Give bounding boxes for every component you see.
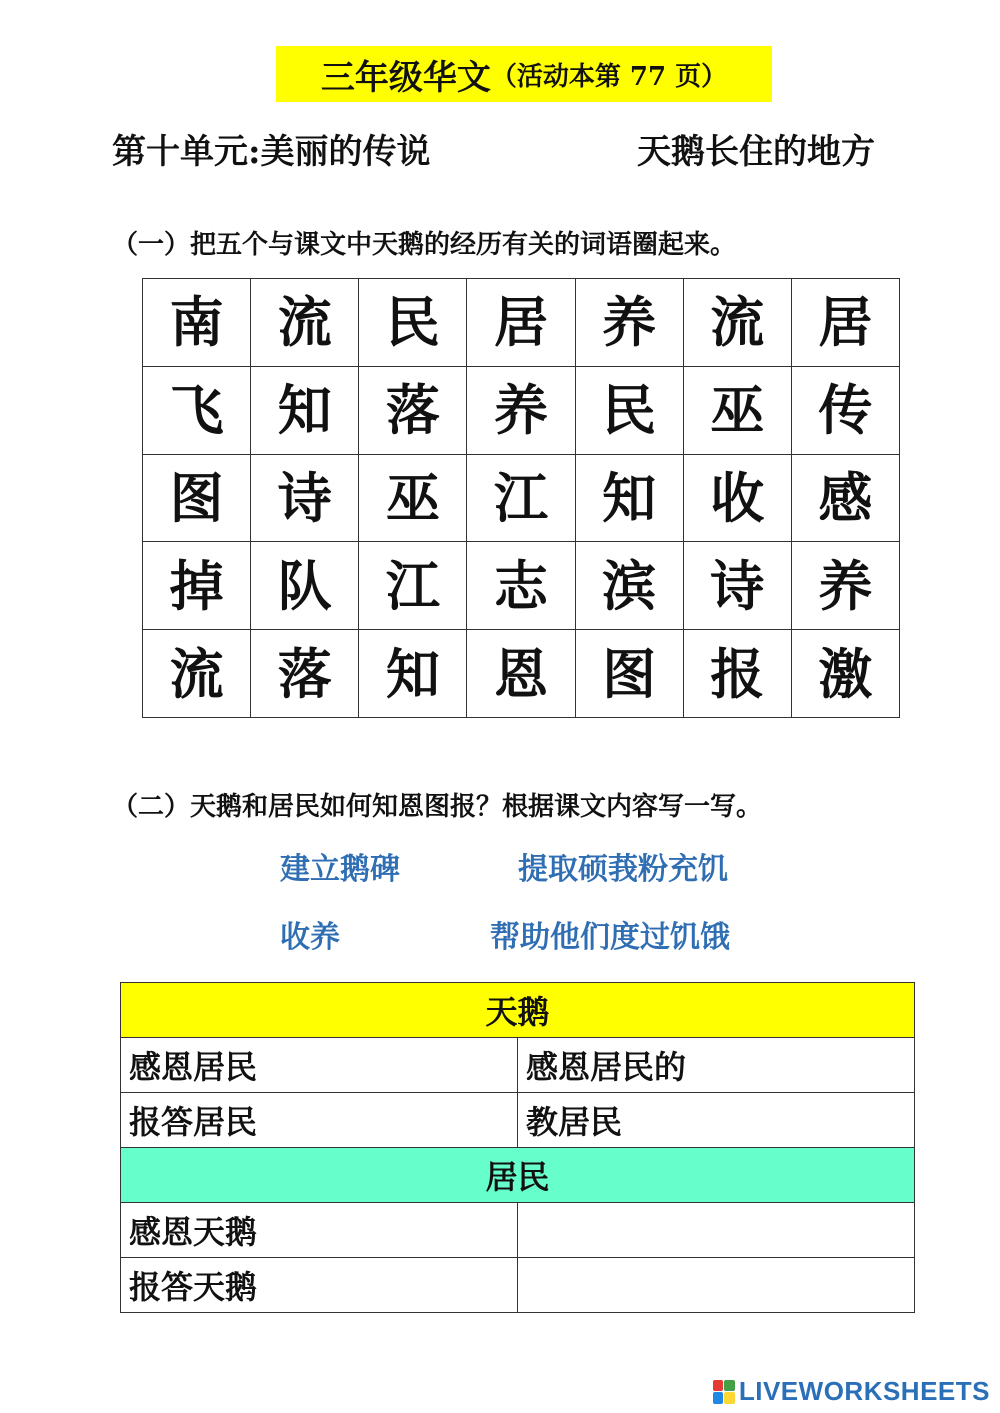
grid-row — [143, 366, 900, 454]
grid-cell[interactable]: 流 — [683, 279, 791, 367]
grid-cell[interactable]: 流 — [143, 630, 251, 718]
logo-square — [713, 1392, 724, 1404]
grid-cell[interactable]: 滨 — [575, 542, 683, 630]
grid-cell[interactable]: 知 — [575, 454, 683, 542]
grid-cell[interactable]: 收 — [683, 454, 791, 542]
word-option[interactable]: 建立鹅碑 — [280, 852, 400, 887]
answer-drop-zone[interactable]: 感恩居民的 — [518, 1038, 915, 1093]
grid-cell[interactable]: 江 — [359, 542, 467, 630]
grid-row — [143, 279, 900, 367]
logo-square — [713, 1380, 724, 1392]
row-label: 报答天鹅 — [121, 1258, 518, 1313]
grid-row — [143, 542, 900, 630]
answer-drop-zone[interactable]: 教居民 — [518, 1093, 915, 1148]
lesson-title: 天鹅长住的地方 — [637, 132, 875, 172]
grid-cell[interactable]: 诗 — [251, 454, 359, 542]
grid-row — [143, 454, 900, 542]
row-label: 感恩居民 — [121, 1038, 518, 1093]
grid-cell[interactable]: 巫 — [359, 454, 467, 542]
title-text: 三年级华文 — [320, 57, 491, 98]
grid-cell[interactable]: 志 — [467, 542, 575, 630]
grid-cell[interactable]: 掉 — [143, 542, 251, 630]
grid-cell[interactable]: 传 — [791, 366, 899, 454]
grid-cell[interactable]: 飞 — [143, 366, 251, 454]
grid-cell[interactable]: 养 — [467, 366, 575, 454]
grid-cell[interactable]: 感 — [791, 454, 899, 542]
swan-header: 天鹅 — [121, 983, 915, 1038]
title-subtitle: （活动本第 77 页） — [490, 61, 728, 92]
grid-row — [143, 630, 900, 718]
grid-cell[interactable]: 知 — [251, 366, 359, 454]
word-option[interactable]: 收养 — [280, 920, 340, 955]
grid-cell[interactable]: 民 — [575, 366, 683, 454]
grid-cell[interactable]: 养 — [791, 542, 899, 630]
grid-cell[interactable]: 流 — [251, 279, 359, 367]
grid-cell[interactable]: 南 — [143, 279, 251, 367]
word-option[interactable]: 提取硕莪粉充饥 — [518, 852, 728, 887]
grid-cell[interactable]: 居 — [791, 279, 899, 367]
answer-table — [120, 982, 915, 1313]
liveworksheets-logo — [713, 1376, 990, 1407]
logo-mark-icon — [713, 1380, 735, 1404]
worksheet-title — [276, 46, 772, 102]
logo-text: LIVEWORKSHEETS — [738, 1376, 990, 1406]
grid-cell[interactable]: 激 — [791, 630, 899, 718]
answer-drop-zone[interactable] — [518, 1203, 915, 1258]
grid-cell[interactable]: 居 — [467, 279, 575, 367]
grid-cell[interactable]: 图 — [575, 630, 683, 718]
grid-cell[interactable]: 知 — [359, 630, 467, 718]
answer-drop-zone[interactable] — [518, 1258, 915, 1313]
grid-cell[interactable]: 养 — [575, 279, 683, 367]
grid-cell[interactable]: 落 — [359, 366, 467, 454]
grid-cell[interactable]: 图 — [143, 454, 251, 542]
question-2-prompt: （二）天鹅和居民如何知恩图报？根据课文内容写一写。 — [112, 792, 763, 822]
row-label: 感恩天鹅 — [121, 1203, 518, 1258]
unit-title: 第十单元:美丽的传说 — [112, 132, 431, 172]
grid-cell[interactable]: 报 — [683, 630, 791, 718]
word-option[interactable]: 帮助他们度过饥饿 — [490, 920, 730, 955]
logo-square — [724, 1392, 735, 1404]
question-1-prompt: （一）把五个与课文中天鹅的经历有关的词语圈起来。 — [112, 230, 737, 260]
character-grid — [142, 278, 900, 718]
grid-cell[interactable]: 江 — [467, 454, 575, 542]
resident-header: 居民 — [121, 1148, 915, 1203]
grid-cell[interactable]: 巫 — [683, 366, 791, 454]
grid-cell[interactable]: 诗 — [683, 542, 791, 630]
grid-cell[interactable]: 民 — [359, 279, 467, 367]
grid-cell[interactable]: 队 — [251, 542, 359, 630]
grid-cell[interactable]: 恩 — [467, 630, 575, 718]
logo-square — [724, 1380, 735, 1392]
grid-cell[interactable]: 落 — [251, 630, 359, 718]
row-label: 报答居民 — [121, 1093, 518, 1148]
